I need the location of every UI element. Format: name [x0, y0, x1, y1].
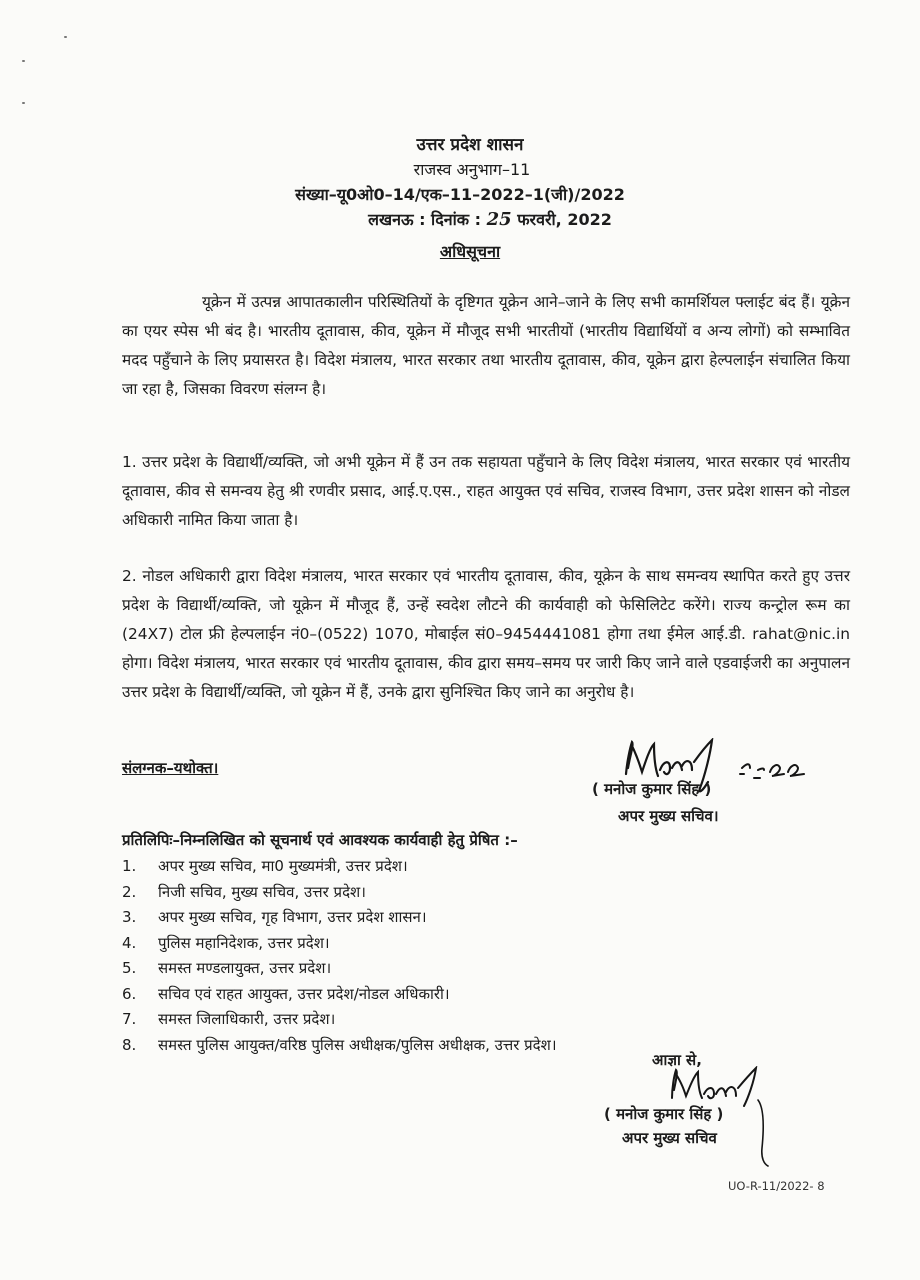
handwritten-day: 25 [486, 209, 512, 230]
item-text: समस्त जिलाधिकारी, उत्तर प्रदेश। [158, 1010, 336, 1028]
place-date [0, 208, 920, 230]
scan-speck [22, 60, 25, 62]
item-text: पुलिस महानिदेशक, उत्तर प्रदेश। [158, 933, 330, 952]
list-item [122, 931, 557, 957]
item-text: अपर मुख्य सचिव, गृह विभाग, उत्तर प्रदेश शासन। [158, 908, 427, 926]
place-date-suffix: फरवरी, 2022 [517, 210, 612, 229]
scan-speck [22, 102, 25, 104]
scan-speck [64, 36, 67, 38]
signatory-2-name: ( मनोज कुमार सिंह ) [604, 1105, 724, 1123]
place-date-prefix: लखनऊ : दिनांक : [368, 210, 481, 229]
list-item [122, 1033, 557, 1059]
item-text: समस्त पुलिस आयुक्त/वरिष्ठ पुलिस अधीक्षक/पुलिस अधीक्षक, उत्तर प्रदेश। [158, 1035, 557, 1054]
government-name: उत्तर प्रदेश शासन [416, 135, 524, 155]
item-text: निजी सचिव, मुख्य सचिव, उत्तर प्रदेश। [158, 882, 366, 901]
item-number: 5. [122, 959, 137, 977]
item-text: अपर मुख्य सचिव, मा0 मुख्यमंत्री, उत्तर प्रदेश। [158, 857, 408, 875]
copy-to-heading: प्रतिलिपिः–निम्नलिखित को सूचनार्थ एवं आवश्यक कार्यवाही हेतु प्रेषित :– [122, 831, 518, 849]
item-number: 4. [122, 933, 137, 952]
handwritten-bracket [756, 1098, 772, 1168]
signatory-1-designation: अपर मुख्य सचिव। [618, 807, 719, 825]
list-item [122, 956, 557, 982]
list-item [122, 982, 557, 1008]
notification-title [0, 240, 920, 262]
by-order-text: आज्ञा से, [652, 1051, 702, 1069]
notification-title-text: अधिसूचना [439, 242, 501, 261]
copy-to-list [122, 854, 557, 1058]
item-number: 6. [122, 984, 137, 1003]
item-number: 8. [122, 1035, 137, 1054]
item-text: सचिव एवं राहत आयुक्त, उत्तर प्रदेश/नोडल अधिकारी। [158, 984, 450, 1003]
signatory-2-designation: अपर मुख्य सचिव [622, 1129, 717, 1147]
list-item [122, 854, 557, 880]
item-text: समस्त मण्डलायुक्त, उत्तर प्रदेश। [158, 959, 332, 977]
signatory-1-name: ( मनोज कुमार सिंह ) [592, 780, 712, 798]
point-2-paragraph: 2. नोडल अधिकारी द्वारा विदेश मंत्रालय, भारत सरकार एवं भारतीय दूतावास, कीव, यूक्रेन के साथ समन्वय स्थापित करते हुए उत्तर प्रदेश के विद्यार्थी/व्यक्ति, जो यूक्रेन में मौजूद हैं, उन्हें स्वदेश लौटने की कार्यवाही को फेसिलिटेट करेंगे। राज्य कन्ट्रोल रूम का (24X7) टोल फ्री हेल्पलाईन नं0–(0522) 1070, मोबाईल सं0–9454441081 होगा तथा ईमेल आई.डी. rahat@nic.in होगा। विदेश मंत्रालय, भारत सरकार एवं भारतीय दूतावास, कीव द्वारा समय–समय पर जारी किए जाने वाले एडवाईजरी का अनुपालन उत्तर प्रदेश के विद्यार्थी/व्यक्ति, जो यूक्रेन में हैं, उनके द्वारा सुनिश्चित किए जाने का अनुरोध है। [122, 567, 850, 701]
list-item [122, 880, 557, 906]
item-number: 7. [122, 1010, 137, 1028]
item-number: 1. [122, 857, 137, 875]
department-section: राजस्व अनुभाग–11 [413, 160, 531, 179]
intro-paragraph: यूक्रेन में उत्पन्न आपातकालीन परिस्थितियों के दृष्टिगत यूक्रेन आने–जाने के लिए सभी कामर्शियल फ्लाईट बंद हैं। यूक्रेन का एयर स्पेस भी बंद है। भारतीय दूतावास, कीव, यूक्रेन में मौजूद सभी भारतीयों (भारतीय विद्यार्थियों व अन्य लोगों) को सम्भावित मदद पहुँचाने के लिए प्रयासरत है। विदेश मंत्रालय, भारत सरकार तथा भारतीय दूतावास, कीव, यूक्रेन द्वारा हेल्पलाईन संचालित किया जा रहा है, जिसका विवरण संलग्न है। [122, 293, 850, 398]
item-number: 2. [122, 882, 137, 901]
document-reference-code: UO-R-11/2022- 8 [728, 1179, 825, 1193]
item-number: 3. [122, 908, 137, 926]
point-1-paragraph: 1. उत्तर प्रदेश के विद्यार्थी/व्यक्ति, जो अभी यूक्रेन में हैं उन तक सहायता पहुँचाने के लिए विदेश मंत्रालय, भारत सरकार एवं भारतीय दूतावास, कीव से समन्वय हेतु श्री रणवीर प्रसाद, आई.ए.एस., राहत आयुक्त एवं सचिव, राजस्व विभाग, उत्तर प्रदेश शासन को नोडल अधिकारी नामित किया जाता है। [122, 453, 850, 529]
reference-number: संख्या–यू0ओ0–14/एक–11–2022–1(जी)/2022 [295, 185, 625, 204]
enclosure-note: संलग्नक–यथोक्त। [122, 759, 219, 777]
list-item [122, 905, 557, 931]
list-item [122, 1007, 557, 1033]
